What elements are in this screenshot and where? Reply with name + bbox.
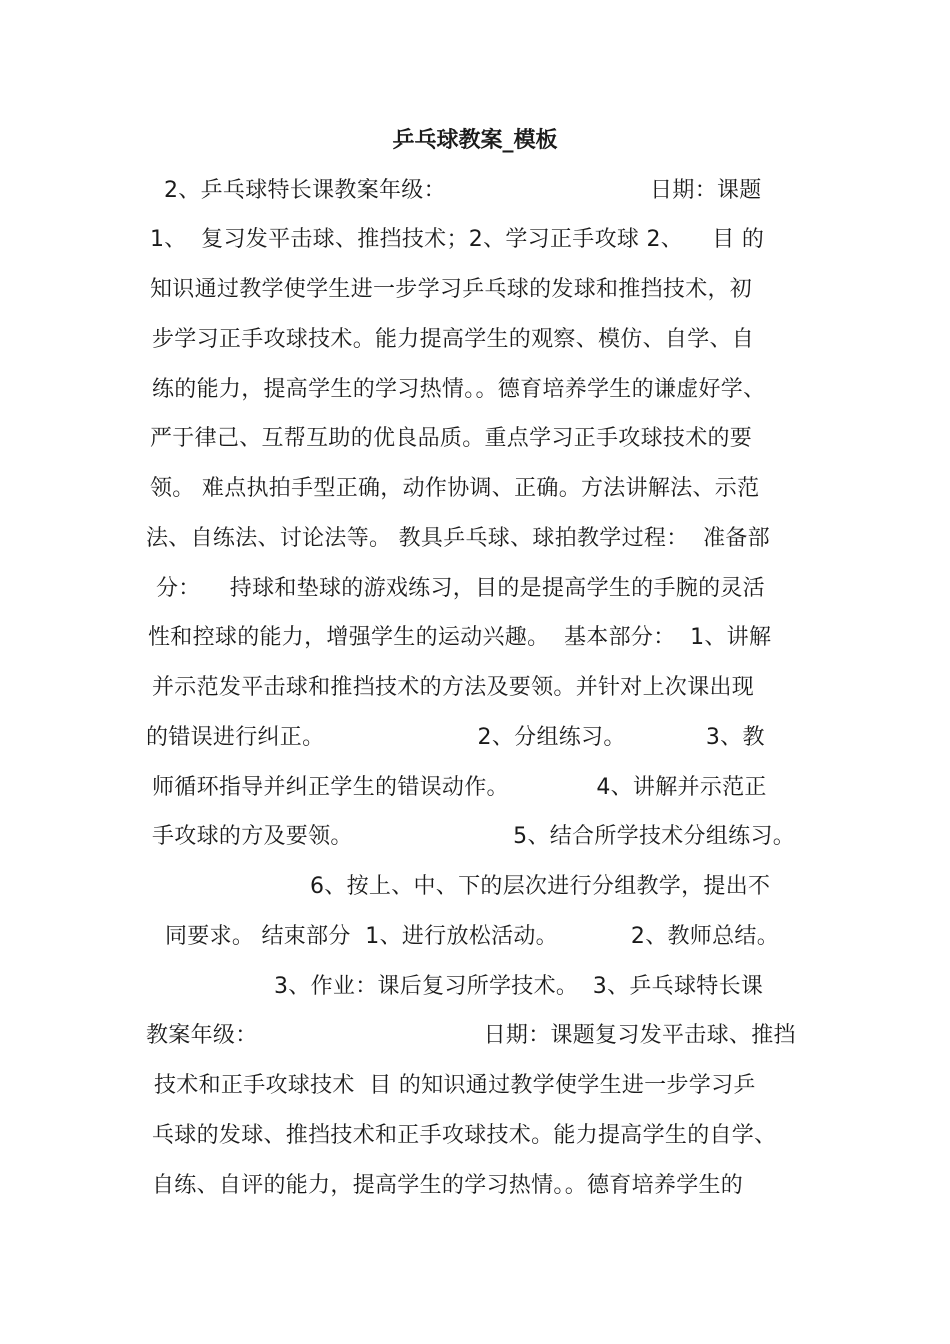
text-line: 教案年级： 日期：课题复习发平击球、推挡 (146, 1023, 796, 1048)
text-line: 知识通过教学使学生进一步学习乒乓球的发球和推挡技术，初 (150, 277, 753, 302)
text-line: 领。 难点执拍手型正确，动作协调、正确。方法讲解法、示范 (150, 476, 760, 501)
text-line: 步学习正手攻球技术。能力提高学生的观察、模仿、自学、自 (152, 327, 755, 352)
text-line: 自练、自评的能力，提高学生的学习热情。。德育培养学生的 (152, 1173, 744, 1198)
text-line: 乓球的发球、推挡技术和正手攻球技术。能力提高学生的自学、 (152, 1123, 777, 1148)
text-line: 6、按上、中、下的层次进行分组教学，提出不 (310, 874, 771, 899)
text-line: 的错误进行纠正。 2、分组练习。 3、教 (146, 725, 765, 750)
text-line: 法、自练法、讨论法等。 教具乒乓球、球拍教学过程： 准备部 (146, 526, 770, 551)
text-line: 同要求。 结束部分 1、进行放松活动。 2、教师总结。 (165, 924, 780, 949)
text-line: 师循环指导并纠正学生的错误动作。 4、讲解并示范正 (152, 775, 767, 800)
text-line: 练的能力，提高学生的学习热情。。德育培养学生的谦虚好学、 (152, 377, 766, 402)
text-line: 手攻球的方及要领。 5、结合所学技术分组练习。 (152, 824, 796, 849)
text-line: 1、 复习发平击球、推挡技术；2、学习正手攻球 2、 目 的 (150, 227, 765, 252)
document-title: 乒乓球教案_模板 (392, 128, 558, 153)
text-line: 性和控球的能力，增强学生的运动兴趣。 基本部分： 1、讲解 (148, 625, 772, 650)
text-line: 技术和正手攻球技术 目 的知识通过教学使学生进一步学习乒 (154, 1073, 756, 1098)
text-line: 并示范发平击球和推挡技术的方法及要领。并针对上次课出现 (152, 675, 755, 700)
text-line: 2、乒乓球特长课教案年级： 日期：课题 (164, 178, 762, 203)
text-line: 严于律己、互帮互助的优良品质。重点学习正手攻球技术的要 (150, 426, 753, 451)
text-line: 分： 持球和垫球的游戏练习，目的是提高学生的手腕的灵活 (156, 576, 765, 601)
text-line: 3、作业：课后复习所学技术。 3、乒乓球特长课 (274, 974, 764, 999)
